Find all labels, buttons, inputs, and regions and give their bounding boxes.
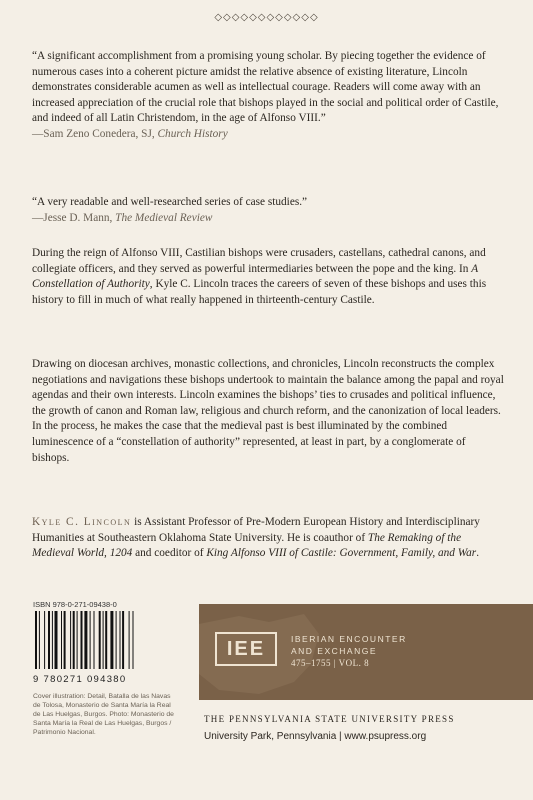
author-name: Kyle C. Lincoln	[32, 516, 132, 528]
ornament-divider: ◇◇◇◇◇◇◇◇◇◇◇◇	[214, 12, 319, 23]
review-quote-2	[32, 195, 505, 226]
isbn-number: ISBN 978-0-271-09438-0	[33, 600, 117, 609]
barcode-block	[33, 600, 188, 685]
review-quote-1	[32, 49, 505, 143]
barcode-image	[33, 611, 184, 669]
publisher-location: University Park, Pennsylvania | www.psupress.org	[204, 731, 427, 742]
description-paragraph-2: Drawing on diocesan archives, monastic collections, and chronicles, Lincoln reconstructs the complex negotiations and navigations these bishops undertook to maintain the balance among the papal and royal agendas and their own interests. Lincoln examines the bishops’ ties to crusades and political influence, the growth of canon and Roman law, religious and church reform, and the canonization of local leaders. In the process, he makes the case that the medieval past is best illuminated by the combined luminescence of a “constellation of authority” represented, at least in part, by a conglomerate of bishops.	[32, 358, 504, 464]
cover-credit: Cover illustration: Detail, Batalla de las Navas de Tolosa, Monasterio de Santa María la Real de Las Huelgas, Burgos. Photo: Monasterio de Santa María la Real de Las Huelgas, Burgos / Patrimonio Nacional.	[33, 693, 174, 736]
publisher-name: THE PENNSYLVANIA STATE UNIVERSITY PRESS	[204, 714, 455, 724]
author-bio: Kyle C. Lincoln is Assistant Professor of Pre-Modern European History and Interdisciplinary Humanities at Southeastern Oklahoma State University. He is coauthor of The Remaking of the Medieval World, 1204 and coeditor of King Alfonso VIII of Castile: Government, Family, and War.	[32, 516, 480, 560]
series-logo: IEE	[215, 632, 277, 666]
barcode-digits: 9 780271 094380	[33, 674, 127, 685]
quote-attribution: —Sam Zeno Conedera, SJ, Church History	[32, 127, 228, 140]
series-title: IBERIAN ENCOUNTER AND EXCHANGE 475–1755 | VOL. 8	[291, 634, 407, 668]
description-paragraph-1: During the reign of Alfonso VIII, Castilian bishops were crusaders, castellans, cathedral canons, and collegiate officers, and they served as powerful intermediaries between the pope and the king. In A Constellation of Authority, Kyle C. Lincoln traces the careers of seven of these bishops and uses this history to fill in much of what really happened in thirteenth-century Castile.	[32, 247, 487, 306]
quote-text: “A very readable and well-researched series of case studies.”	[32, 196, 308, 208]
quote-attribution: —Jesse D. Mann, The Medieval Review	[32, 211, 213, 224]
series-banner	[199, 604, 533, 700]
quote-text: “A significant accomplishment from a promising young scholar. By piecing together the evidence of numerous cases into a coherent picture amidst the relative absence of existing literature, Lincoln demonstrates considerable acumen as well as intellectual courage. Readers will come away with an increased appreciation of the crucial role that bishops played in the social and political order of Castile, and indeed of all Latin Christendom, in the age of Alfonso VIII.”	[32, 50, 499, 125]
